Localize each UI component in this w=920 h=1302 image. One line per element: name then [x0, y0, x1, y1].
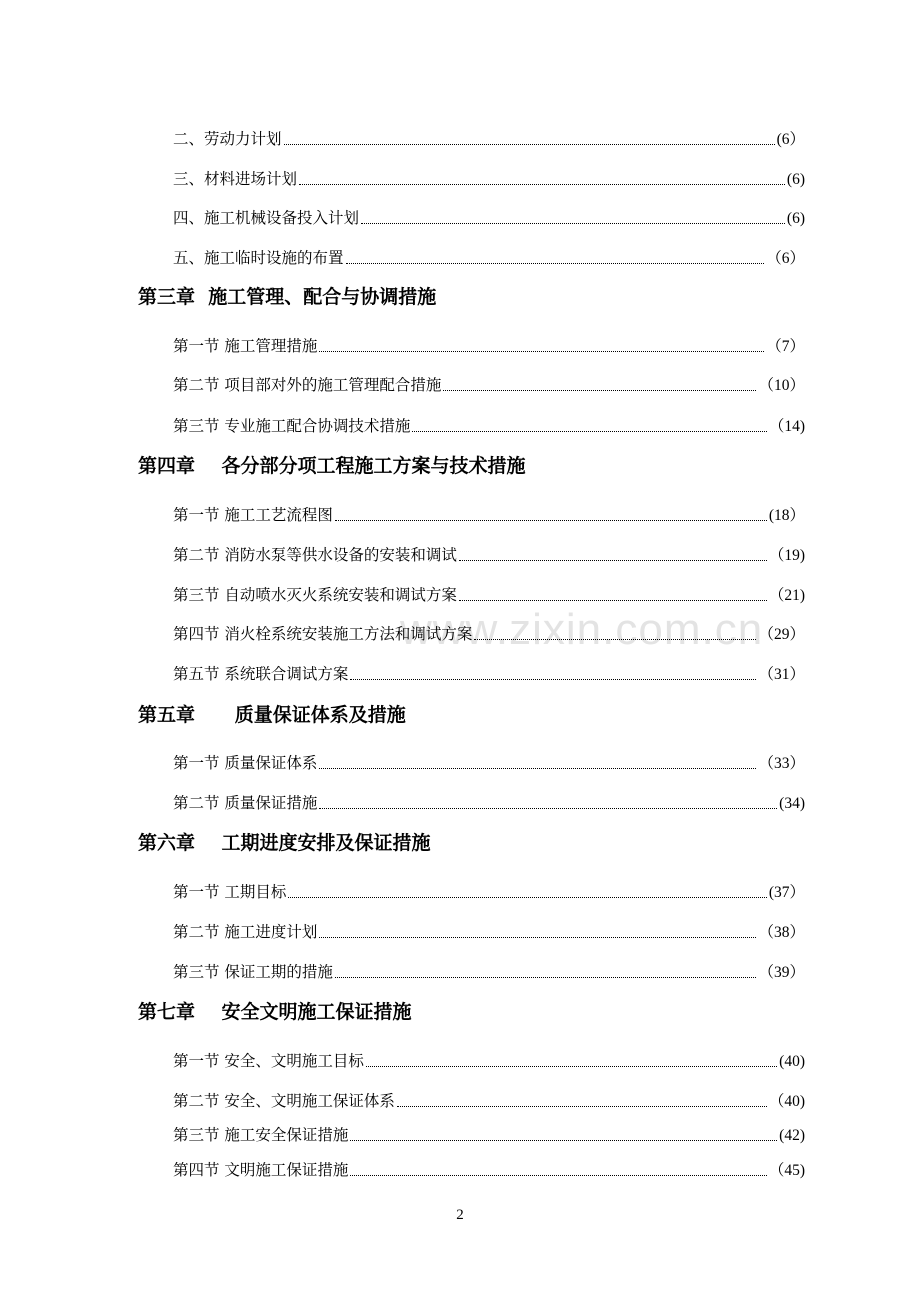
toc-entry-title: 第一节 质量保证体系: [173, 754, 318, 772]
toc-entry-title: 第三节 保证工期的措施: [173, 963, 333, 981]
toc-entry-page: （38）: [758, 924, 805, 941]
toc-entry-title: 第五节 系统联合调试方案: [173, 665, 349, 683]
chapter-heading[interactable]: 第六章 工期进度安排及保证措施: [138, 832, 431, 854]
toc-entry-title: 第四节 文明施工保证措施: [173, 1161, 349, 1179]
toc-entry[interactable]: [173, 334, 805, 358]
dot-leader: [350, 1174, 766, 1176]
toc-entry-page: （39）: [758, 964, 805, 981]
toc-entry[interactable]: [173, 583, 805, 607]
toc-entry[interactable]: [173, 791, 805, 815]
toc-entry-page: (6): [786, 210, 805, 227]
toc-entry-page: （10）: [758, 377, 805, 394]
chapter-heading[interactable]: 第七章 安全文明施工保证措施: [138, 1001, 412, 1023]
dot-leader: [299, 183, 785, 185]
dot-leader: [350, 1139, 777, 1141]
dot-leader: [319, 350, 764, 352]
toc-entry[interactable]: [173, 373, 805, 397]
toc-entry-title: 第二节 消防水泵等供水设备的安装和调试: [173, 546, 457, 564]
toc-entry[interactable]: [173, 960, 805, 984]
toc-entry[interactable]: [173, 622, 805, 646]
toc-entry-title: 第一节 安全、文明施工目标: [173, 1052, 364, 1070]
toc-entry-title: 第三节 自动喷水灭火系统安装和调试方案: [173, 586, 457, 604]
toc-entry-page: (34): [779, 795, 805, 812]
dot-leader: [412, 430, 766, 432]
dot-leader: [443, 389, 756, 391]
toc-entry[interactable]: [173, 880, 805, 904]
toc-entry[interactable]: [173, 543, 805, 567]
toc-entry[interactable]: [173, 206, 805, 230]
dot-leader: [459, 559, 767, 561]
toc-entry-title: 三、材料进场计划: [173, 170, 298, 188]
chapter-heading[interactable]: 第五章 质量保证体系及措施: [138, 704, 406, 726]
dot-leader: [474, 638, 756, 640]
toc-entry-title: 第三节 专业施工配合协调技术措施: [173, 417, 411, 435]
toc-entry[interactable]: [173, 1158, 805, 1182]
toc-entry-page: (42): [779, 1127, 805, 1144]
toc-entry[interactable]: [173, 751, 805, 775]
toc-entry-title: 第二节 施工进度计划: [173, 923, 318, 941]
toc-entry[interactable]: [173, 662, 805, 686]
toc-entry-page: (40): [779, 1053, 805, 1070]
toc-entry-title: 第二节 项目部对外的施工管理配合措施: [173, 376, 442, 394]
dot-leader: [319, 936, 756, 938]
toc-entry[interactable]: [173, 167, 805, 191]
dot-leader: [284, 143, 775, 145]
toc-entry-title: 四、施工机械设备投入计划: [173, 209, 360, 227]
toc-entry-title: 第四节 消火栓系统安装施工方法和调试方案: [173, 625, 473, 643]
toc-entry-page: （29）: [758, 626, 805, 643]
toc-entry-page: （31）: [758, 666, 805, 683]
watermark: www.zixin.com.cn: [400, 605, 764, 654]
toc-entry-title: 第一节 施工工艺流程图: [173, 506, 333, 524]
toc-entry-page: （45): [768, 1162, 805, 1179]
toc-entry-page: (6): [786, 171, 805, 188]
toc-entry-page: (37）: [768, 884, 805, 901]
dot-leader: [346, 262, 765, 264]
dot-leader: [366, 1065, 777, 1067]
toc-entry-title: 第三节 施工安全保证措施: [173, 1126, 349, 1144]
toc-entry-page: （6）: [766, 250, 805, 267]
dot-leader: [459, 599, 767, 601]
dot-leader: [350, 678, 756, 680]
toc-entry-title: 第一节 工期目标: [173, 883, 287, 901]
toc-entry-title: 二、劳动力计划: [173, 130, 282, 148]
toc-entry-page: （14): [768, 418, 805, 435]
dot-leader: [319, 807, 777, 809]
dot-leader: [397, 1105, 767, 1107]
toc-entry-page: (18）: [768, 507, 805, 524]
toc-entry-page: （21): [768, 587, 805, 604]
toc-entry[interactable]: [173, 1049, 805, 1073]
toc-entry[interactable]: [173, 1123, 805, 1147]
dot-leader: [335, 976, 757, 978]
page-number: 2: [456, 1207, 464, 1223]
chapter-heading[interactable]: 第四章 各分部分项工程施工方案与技术措施: [138, 455, 526, 477]
toc-entry[interactable]: [173, 920, 805, 944]
toc-entry-page: （19): [768, 547, 805, 564]
chapter-heading[interactable]: 第三章 施工管理、配合与协调措施: [138, 286, 437, 308]
dot-leader: [319, 767, 756, 769]
toc-entry-title: 第二节 安全、文明施工保证体系: [173, 1092, 395, 1110]
dot-leader: [335, 519, 767, 521]
toc-entry-page: （33）: [758, 755, 805, 772]
toc-entry-title: 第二节 质量保证措施: [173, 794, 318, 812]
dot-leader: [361, 222, 785, 224]
toc-entry[interactable]: [173, 503, 805, 527]
toc-entry[interactable]: [173, 414, 805, 438]
toc-entry-page: (6）: [776, 131, 805, 148]
toc-entry-title: 第一节 施工管理措施: [173, 337, 318, 355]
toc-entry-page: （7）: [766, 338, 805, 355]
dot-leader: [288, 896, 766, 898]
toc-entry[interactable]: [173, 1089, 805, 1113]
toc-entry[interactable]: [173, 246, 805, 270]
toc-entry-page: （40): [768, 1093, 805, 1110]
toc-entry-title: 五、施工临时设施的布置: [173, 249, 344, 267]
toc-entry[interactable]: [173, 127, 805, 151]
